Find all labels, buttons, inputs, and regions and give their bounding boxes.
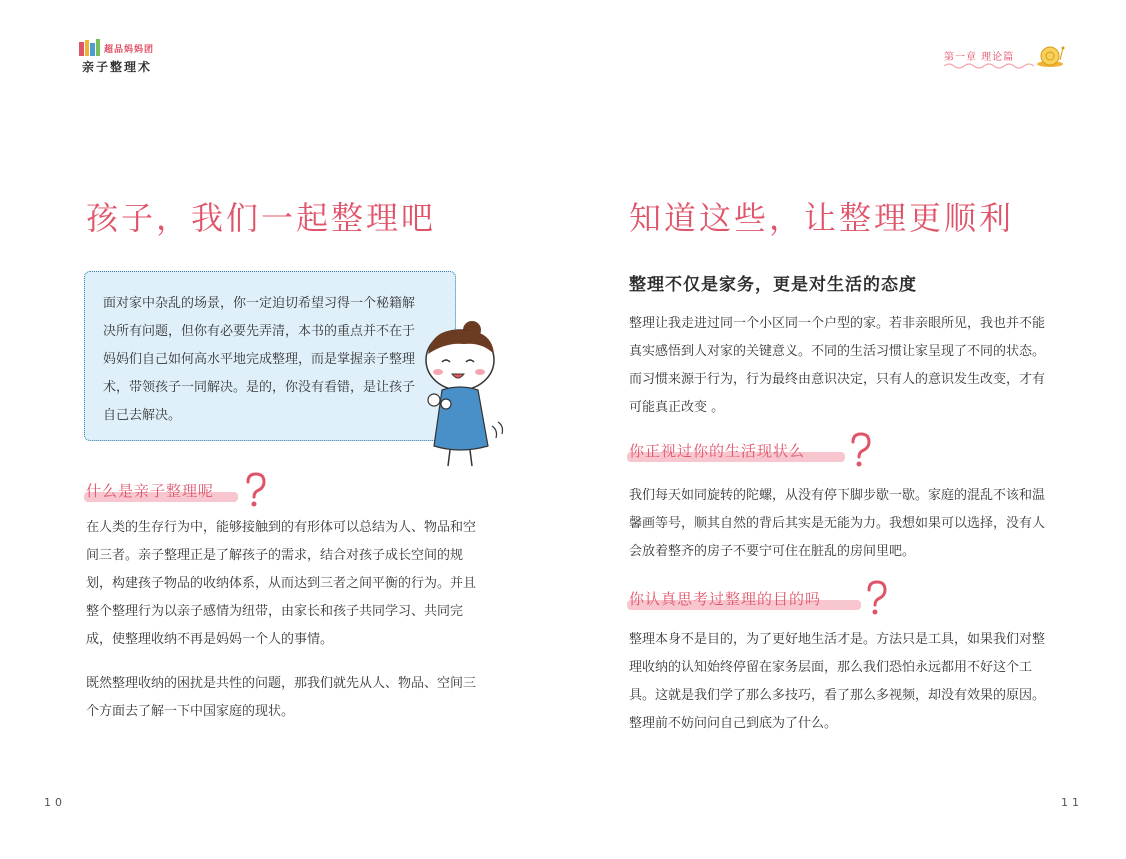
chapter-label [944, 44, 1074, 74]
paragraph-3: 整理本身不是目的，为了更好地生活才是。方法只是工具，如果我们对整理收纳的认知始终停留在家务层面，那么我们恐怕永远都用不好这个工具。这就是我们学了那么多技巧，看了那么多视频，却没有效果的原因。整理前不妨问问自己到底为了什么。 [629, 632, 1046, 731]
paragraph-1: 整理让我走进过同一个小区同一个户型的家。若非亲眼所见，我也并不能真实感悟到人对家的关键意义。不同的生活习惯让家呈现了不同的状态。而习惯来源于行为，行为最终由意识决定，只有人的意识发生改变，才有可能真正改变 。 [629, 316, 1046, 415]
wave-decoration [944, 62, 1034, 70]
book-stack-icon [78, 38, 102, 56]
intro-text: 面对家中杂乱的场景，你一定迫切希望习得一个秘籍解决所有问题，但你有必要先弄清，本书的重点并不在于妈妈们自己如何高水平地完成整理，而是掌握亲子整理术，带领孩子一同解决。是的，你没有看错，是让孩子自己去解决。 [103, 296, 416, 423]
snail-icon [1036, 44, 1066, 68]
subheading: 整理不仅是家务，更是对生活的态度 [629, 275, 917, 295]
intro-box [84, 271, 456, 441]
right-page [563, 0, 1126, 859]
brand-small-text: 超品妈妈团 [104, 45, 155, 55]
page-title: 孩子，我们一起整理吧 [86, 199, 437, 238]
paragraph-1: 在人类的生存行为中，能够接触到的有形体可以总结为人、物品和空间三者。亲子整理正是了解孩子的需求，结合对孩子成长空间的规划，构建孩子物品的收纳体系，从而达到三者之间平衡的行为。并且整个整理行为以亲子感情为纽带，由家长和孩子共同学习、共同完成，使整理收纳不再是妈妈一个人的事情。 [86, 520, 477, 647]
question-mark-icon [847, 432, 873, 468]
paragraph-2: 既然整理收纳的困扰是共性的问题，那我们就先从人、物品、空间三个方面去了解一下中国家庭的现状。 [86, 676, 477, 719]
girl-illustration [412, 318, 522, 468]
page-number-left: 10 [44, 796, 66, 809]
section-heading-purpose: 你认真思考过整理的目的吗 [627, 580, 887, 616]
section-heading-status: 你正视过你的生活现状么 [627, 432, 877, 468]
question-mark-icon [863, 580, 889, 616]
brand-logo [78, 38, 178, 74]
question-mark-icon [242, 472, 268, 508]
page-title: 知道这些，让整理更顺利 [629, 199, 1015, 238]
chapter-text: 第一章 理论篇 [944, 52, 1015, 63]
section-heading-what-is: 什么是亲子整理呢 [84, 472, 264, 508]
page-number-right: 11 [1061, 796, 1083, 809]
brand-main-text: 亲子整理术 [82, 60, 153, 74]
paragraph-2: 我们每天如同旋转的陀螺，从没有停下脚步歇一歇。家庭的混乱不该和温馨画等号，顺其自然的背后其实是无能为力。我想如果可以选择，没有人会放着整齐的房子不要宁可住在脏乱的房间里吧。 [629, 488, 1046, 559]
